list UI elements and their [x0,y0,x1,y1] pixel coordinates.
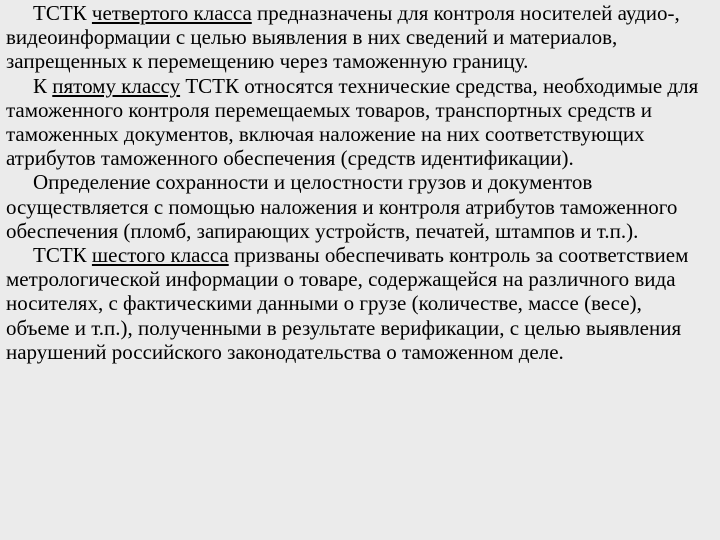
underlined-term-fifth-class: пятому классу [52,73,181,98]
paragraph-class-six [6,243,710,364]
paragraph-body: призваны обеспечивать контроль за соответствием метрологической информации о товаре, содержащейся на различного вида носителях, с фактическими данными о грузе (количестве, массе (весе), объеме и т.п.), полученными в результате верификации, с целью выявления нарушений российского законодательства о таможенном деле. [6,243,689,364]
paragraph-body: ТСТК относятся технические средства, необходимые для таможенного контроля перемещаемых товаров, транспортных средств и таможенных документов, включая наложение на них соответствующих атрибутов таможенного обеспечения (средств идентификации). [6,73,699,171]
paragraph-lead: К [33,73,53,98]
paragraph-lead: ТСТК [33,243,92,268]
underlined-term-fourth-class: четвертого класса [91,1,252,25]
paragraph-body: предназначены для контроля носителей аудио-, видеоинформации с целью выявления в них сведений и материалов, запрещенных к перемещению через таможенную границу. [6,1,680,74]
underlined-term-sixth-class: шестого класса [91,243,229,268]
paragraph-body: Определение сохранности и целостности грузов и документов осуществляется с помощью наложения и контроля атрибутов таможенного обеспечения (пломб, запирающих устройств, печатей, штампов и т.п.). [6,170,678,243]
paragraph-class-four [6,1,710,74]
paragraph-class-five [6,74,710,171]
paragraph-integrity [6,170,710,243]
paragraph-lead: ТСТК [33,1,92,25]
